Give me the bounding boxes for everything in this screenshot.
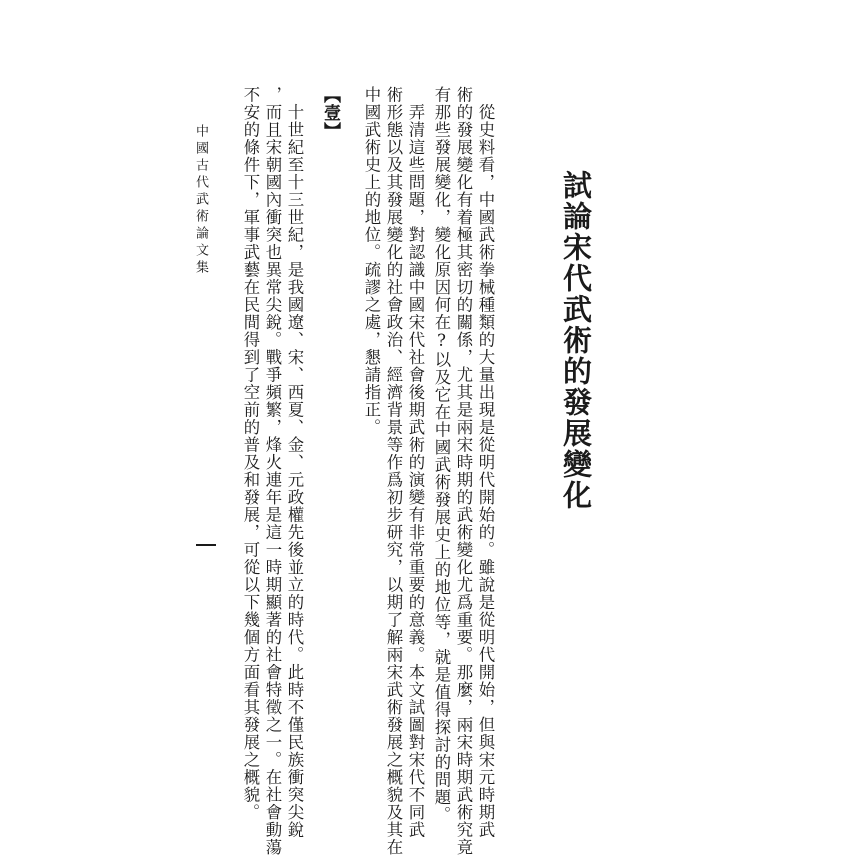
section-line-2: ，而且宋朝國內衝突也異常尖銳。戰爭頻繁，烽火連年是這一時期顯著的社會特徵之一。在社會動蕩 <box>263 86 282 856</box>
article-title: 試論宋代武術的發展變化 <box>559 170 593 511</box>
page-number <box>196 544 216 546</box>
body-line-2: 術的發展變化有着極其密切的關係，尤其是兩宋時期的武術變化尤爲重要。那麼，兩宋時期武術究竟 <box>454 86 473 856</box>
body-line-1: 從史料看，中國武術拳械種類的大量出現是從明代開始的。雖說是從明代開始，但與宋元時期武 <box>476 86 495 839</box>
body-line-3: 有那些發展變化，變化原因何在?以及它在中國武術發展史上的地位等，就是值得探討的問題。 <box>432 86 451 824</box>
running-head: 中國古代武術論文集 <box>193 124 208 277</box>
body-line-6: 中國武術史上的地位。疏謬之處，懇請指正。 <box>362 86 381 436</box>
section-line-1: 十世紀至十三世紀，是我國遼、宋、西夏、金、元政權先後並立的時代。此時不僅民族衝突尖銳 <box>285 86 304 839</box>
section-heading: 【壹】 <box>320 86 340 141</box>
body-line-5: 術形態以及其發展變化的社會政治、經濟背景等作爲初步研究，以期了解兩宋武術發展之概貌及其在 <box>384 86 403 856</box>
body-line-4: 弄清這些問題，對認識中國宋代社會後期武術的演變有非常重要的意義。本文試圖對宋代不同武 <box>406 86 425 839</box>
section-line-3: 不安的條件下，軍事武藝在民間得到了空前的普及和發展，可從以下幾個方面看其發展之概貌。 <box>241 86 260 821</box>
